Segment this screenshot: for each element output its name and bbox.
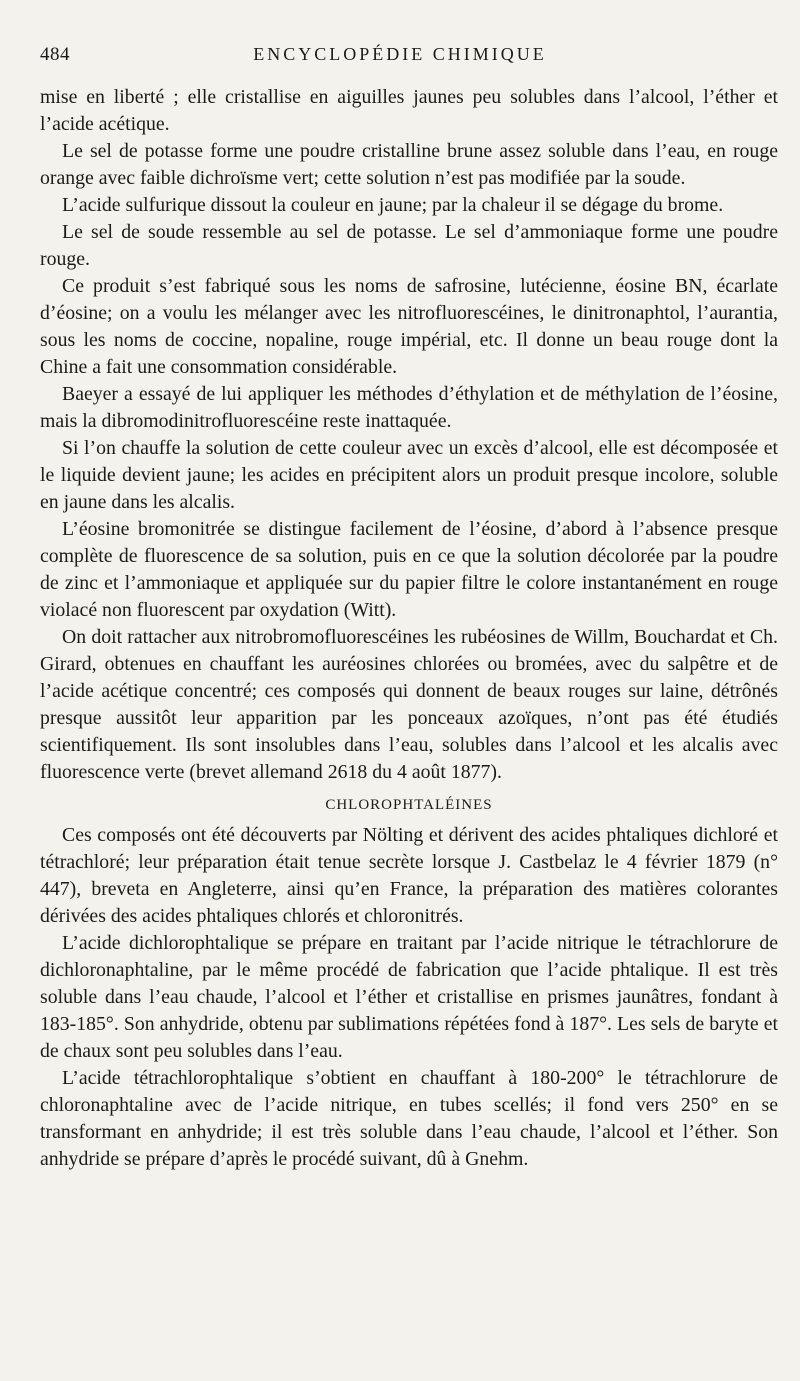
running-title: ENCYCLOPÉDIE CHIMIQUE	[253, 44, 547, 64]
paragraph: L’éosine bromonitrée se distingue facilement de l’éosine, d’abord à l’absence presque complète de fluorescence de sa solution, puis en ce que la solution décolorée par la poudre de zinc et l’ammoniaque et appliquée sur du papier filtre le colore instantanément en rouge violacé non fluorescent par oxydation (Witt).	[40, 518, 778, 621]
page-header	[40, 44, 760, 74]
paragraph: L’acide sulfurique dissout la couleur en jaune; par la chaleur il se dégage du brome.	[62, 194, 724, 216]
paragraph: Le sel de potasse forme une poudre cristalline brune assez soluble dans l’eau, en rouge orange avec faible dichroïsme vert; cette solution n’est pas modifiée par la soude.	[40, 140, 778, 189]
paragraph: L’acide dichlorophtalique se prépare en traitant par l’acide nitrique le tétrachlorure de dichloronaphtaline, par le même procédé de fabrication que l’acide phtalique. Il est très soluble dans l’eau chaude, l’alcool et l’éther et cristallise en prismes jaunâtres, fondant à 183-185°. Son anhydride, obtenu par sublimations répétées fond à 187°. Les sels de baryte et de chaux sont peu solubles dans l’eau.	[40, 932, 778, 1062]
paragraph: Le sel de soude ressemble au sel de potasse. Le sel d’ammoniaque forme une poudre rouge.	[40, 221, 778, 270]
paragraph: On doit rattacher aux nitrobromofluorescéines les rubéosines de Willm, Bouchardat et Ch. Girard, obtenues en chauffant les auréosines chlorées ou bromées, avec du salpêtre et de l’acide acétique concentré; ces composés qui donnent de beaux rouges sur laine, détrônés presque aussitôt leur apparition par les ponceaux azoïques, n’ont pas été étudiés scientifiquement. Ils sont insolubles dans l’eau, solubles dans l’alcool et les alcalis avec fluorescence verte (brevet allemand 2618 du 4 août 1877).	[40, 626, 778, 783]
body-text	[40, 84, 778, 1173]
paragraph: Ce produit s’est fabriqué sous les noms de safrosine, lutécienne, éosine BN, écarlate d’éosine; on a voulu les mélanger avec les nitrofluorescéines, le dinitronaphtol, l’aurantia, sous les noms de coccine, nopaline, rouge impérial, etc. Il donne un beau rouge dont la Chine a fait une consommation considérable.	[40, 275, 778, 378]
section-heading: CHLOROPHTALÉINES	[325, 797, 493, 813]
paragraph: Baeyer a essayé de lui appliquer les méthodes d’éthylation et de méthylation de l’éosine, mais la dibromodinitrofluorescéine reste inattaquée.	[40, 383, 778, 432]
paragraph: mise en liberté ; elle cristallise en aiguilles jaunes peu solubles dans l’alcool, l’éther et l’acide acétique.	[40, 86, 778, 135]
page-number: 484	[40, 44, 70, 65]
paragraph: L’acide tétrachlorophtalique s’obtient en chauffant à 180-200° le tétrachlorure de chloronaphtaline avec de l’acide nitrique, en tubes scellés; il fond vers 250° en se transformant en anhydride; il est très soluble dans l’eau chaude, l’alcool et l’éther. Son anhydride se prépare d’après le procédé suivant, dû à Gnehm.	[40, 1067, 778, 1170]
paragraph: Si l’on chauffe la solution de cette couleur avec un excès d’alcool, elle est décomposée et le liquide devient jaune; les acides en précipitent alors un produit presque incolore, soluble en jaune dans les alcalis.	[40, 437, 778, 513]
paragraph: Ces composés ont été découverts par Nölting et dérivent des acides phtaliques dichloré et tétrachloré; leur préparation était tenue secrète lorsque J. Castbelaz le 4 février 1879 (n° 447), breveta en Angleterre, ainsi qu’en France, la préparation des matières colorantes dérivées des acides phtaliques chlorés et chloronitrés.	[40, 824, 778, 927]
